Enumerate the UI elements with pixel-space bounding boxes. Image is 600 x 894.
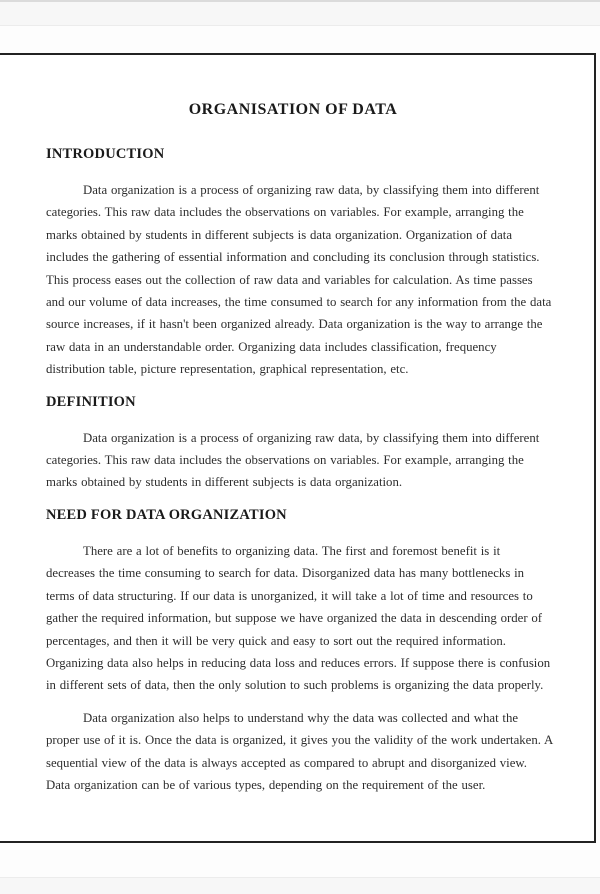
text-line: includes the gathering of essential information and concluding its conclusion through statistics.	[46, 250, 540, 265]
text-line: Data organization also helps to understand why the data was collected and what the	[83, 710, 519, 725]
document-sections	[46, 143, 554, 796]
text-line: gather the required information, but suppose we have organized the data in descending order of	[46, 611, 543, 626]
text-line: There are a lot of benefits to organizing data. The first and foremost benefit is it	[83, 543, 501, 558]
text-line: marks obtained by students in different subjects is data organization. Organization of data	[46, 227, 512, 242]
text-line: marks obtained by students in different subjects is data organization.	[46, 475, 403, 490]
text-line: in different sets of data, then the only solution to such problems is organizing the data properly.	[46, 678, 544, 693]
section-heading: INTRODUCTION	[46, 146, 165, 162]
text-line: proper use of it is. Once the data is organized, it gives you the validity of the work undertaken. A	[46, 733, 554, 748]
section-heading: NEED FOR DATA ORGANIZATION	[46, 506, 287, 523]
paragraph	[46, 707, 554, 797]
text-line: source increases, if it hasn't been organized already. Data organization is the way to arrange the	[46, 317, 543, 332]
paragraph	[46, 427, 540, 494]
paragraph	[46, 540, 551, 697]
text-line: Data organization is a process of organizing raw data, by classifying them into different	[83, 183, 540, 197]
text-line: categories. This raw data includes the observations on variables. For example, arranging the	[46, 205, 524, 220]
document-page	[0, 53, 596, 843]
text-line: percentages, and then it will be very quick and easy to sort out the required information.	[46, 633, 506, 648]
text-line: categories. This raw data includes the observations on variables. For example, arranging the	[46, 453, 524, 468]
text-line: sequential view of the data is always accepted as compared to abrupt and disorganized view.	[46, 755, 528, 770]
page-title: ORGANISATION OF DATA	[188, 101, 398, 118]
text-line: and our volume of data increases, the time consumed to search for any information from the data	[46, 295, 552, 310]
text-line: raw data in an understandable order. Organizing data includes classification, frequency	[46, 339, 497, 354]
text-line: This process eases out the collection of raw data and variables for calculation. As time passes	[46, 272, 533, 287]
section-heading: DEFINITION	[46, 393, 136, 410]
text-line: Data organization can be of various types, depending on the requirement of the user.	[46, 777, 486, 792]
upper-divider-line	[0, 25, 600, 26]
text-line: decreases the time consuming to search for data. Disorganized data has many bottlenecks in	[46, 566, 525, 581]
text-line: Data organization is a process of organizing raw data, by classifying them into different	[83, 430, 540, 445]
text-line: terms of data structuring. If our data is unorganized, it will take a lot of time and resources to	[46, 588, 533, 603]
page-gap-upper	[0, 2, 600, 25]
paragraph	[46, 179, 552, 381]
text-line: Organizing data also helps in reducing data loss and reduces errors. If suppose there is confusion	[46, 655, 551, 670]
text-line: distribution table, picture representation, graphical representation, etc.	[46, 362, 409, 377]
page-gap-lower	[0, 878, 600, 894]
